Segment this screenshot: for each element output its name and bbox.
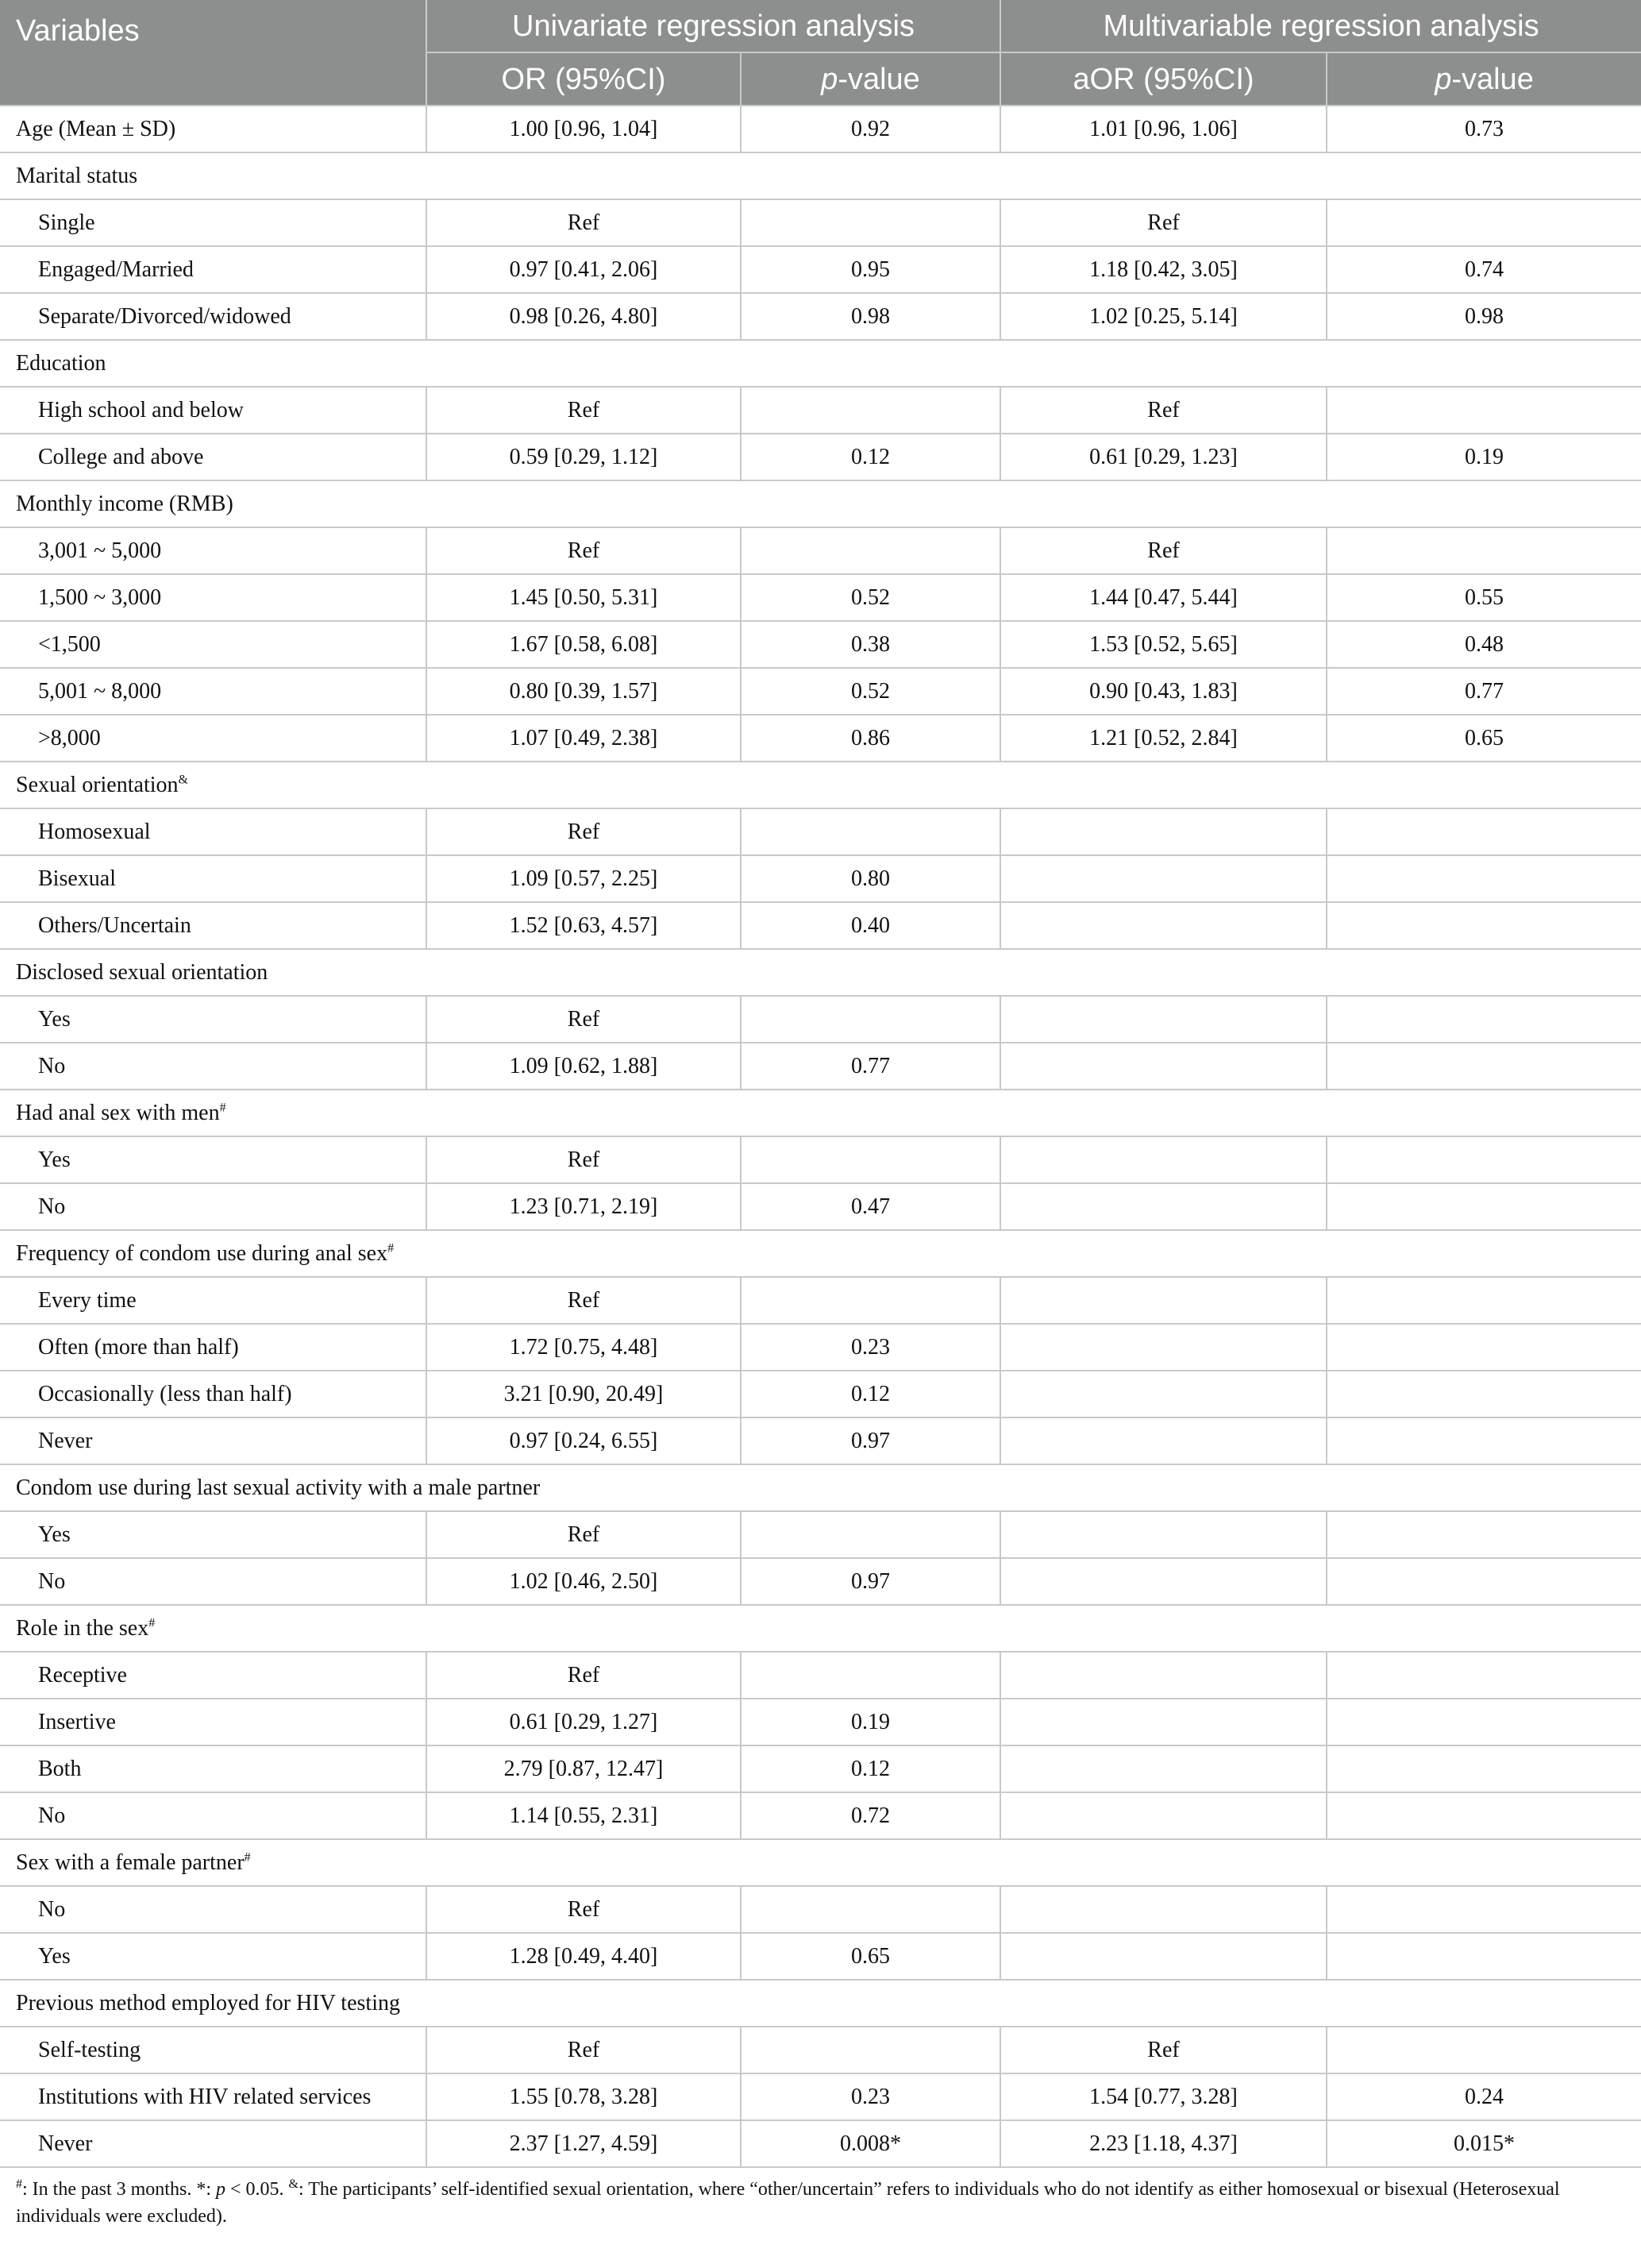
or-cell: Ref [426, 199, 741, 246]
section-header-cell [0, 1839, 1641, 1886]
table-row [0, 1277, 1641, 1324]
section-footnote-mark: & [178, 773, 188, 787]
table-row [0, 996, 1641, 1043]
p-value-cell: 0.40 [741, 902, 1000, 949]
table-row [0, 1933, 1641, 1980]
p-value-cell: 0.52 [741, 574, 1000, 621]
p-value-cell [741, 1886, 1000, 1933]
adjusted-p-value-cell [1327, 1324, 1641, 1371]
row-label: College and above [0, 434, 426, 480]
aor-cell: Ref [1000, 387, 1327, 434]
header-p-value [741, 52, 1000, 106]
p-value-cell: 0.95 [741, 246, 1000, 293]
table-row [0, 1699, 1641, 1745]
aor-cell: 0.90 [0.43, 1.83] [1000, 668, 1327, 715]
section-header-cell [0, 480, 1641, 527]
p-value-cell [741, 387, 1000, 434]
or-cell: 1.09 [0.57, 2.25] [426, 855, 741, 902]
footnote-p-italic: p [215, 2179, 225, 2200]
section-header-row [0, 1090, 1641, 1136]
p-value-cell [741, 527, 1000, 574]
p-value-cell: 0.98 [741, 293, 1000, 340]
adjusted-p-value-cell [1327, 1183, 1641, 1230]
p-value-cell: 0.12 [741, 1745, 1000, 1792]
or-cell: Ref [426, 1277, 741, 1324]
adjusted-p-value-cell [1327, 1371, 1641, 1418]
table-row [0, 387, 1641, 434]
aor-cell: Ref [1000, 527, 1327, 574]
adjusted-p-value-cell [1327, 527, 1641, 574]
header-univariate: Univariate regression analysis [426, 0, 1000, 52]
aor-cell [1000, 1277, 1327, 1324]
footnote-hash-mark: # [16, 2177, 22, 2191]
row-label: Age (Mean ± SD) [0, 106, 426, 152]
or-cell: Ref [426, 996, 741, 1043]
row-label: No [0, 1558, 426, 1605]
section-header-row [0, 480, 1641, 527]
aor-cell [1000, 1183, 1327, 1230]
section-header-cell [0, 1090, 1641, 1136]
adjusted-p-value-cell [1327, 1699, 1641, 1745]
adjusted-p-value-cell [1327, 199, 1641, 246]
or-cell: 0.80 [0.39, 1.57] [426, 668, 741, 715]
section-header-cell [0, 762, 1641, 808]
table-row [0, 1324, 1641, 1371]
section-header-cell [0, 1230, 1641, 1277]
row-label: No [0, 1043, 426, 1090]
section-header-cell [0, 1980, 1641, 2027]
or-cell: 0.59 [0.29, 1.12] [426, 434, 741, 480]
section-label: Disclosed sexual orientation [16, 959, 268, 985]
header-aor: aOR (95%CI) [1000, 52, 1327, 106]
adjusted-p-value-cell [1327, 1418, 1641, 1464]
adjusted-p-value-cell [1327, 902, 1641, 949]
header-ap-italic: p [1435, 62, 1452, 96]
section-label: Previous method employed for HIV testing [16, 1990, 400, 2015]
p-value-cell: 0.65 [741, 1933, 1000, 1980]
row-label: Single [0, 199, 426, 246]
header-variables: Variables [0, 0, 426, 106]
adjusted-p-value-cell [1327, 808, 1641, 855]
table-row [0, 1792, 1641, 1839]
aor-cell [1000, 1043, 1327, 1090]
table-row [0, 293, 1641, 340]
p-value-cell [741, 1136, 1000, 1183]
table-row [0, 855, 1641, 902]
section-label: Frequency of condom use during anal sex [16, 1240, 388, 1266]
or-cell: Ref [426, 808, 741, 855]
aor-cell: 1.01 [0.96, 1.06] [1000, 106, 1327, 152]
table-header [0, 0, 1641, 106]
aor-cell: Ref [1000, 199, 1327, 246]
adjusted-p-value-cell: 0.55 [1327, 574, 1641, 621]
aor-cell: 1.54 [0.77, 3.28] [1000, 2073, 1327, 2120]
or-cell: Ref [426, 1511, 741, 1558]
aor-cell [1000, 1371, 1327, 1418]
table-row [0, 1136, 1641, 1183]
table-row [0, 1511, 1641, 1558]
or-cell: Ref [426, 2027, 741, 2073]
section-header-row [0, 1980, 1641, 2027]
or-cell: 1.72 [0.75, 4.48] [426, 1324, 741, 1371]
section-header-cell [0, 152, 1641, 199]
row-label: >8,000 [0, 715, 426, 762]
aor-cell [1000, 1324, 1327, 1371]
p-value-cell: 0.19 [741, 1699, 1000, 1745]
or-cell: Ref [426, 527, 741, 574]
row-label: Homosexual [0, 808, 426, 855]
p-value-cell: 0.38 [741, 621, 1000, 668]
section-header-row [0, 340, 1641, 387]
p-value-cell: 0.23 [741, 2073, 1000, 2120]
footnote-p-text: < 0.05. [225, 2179, 289, 2200]
aor-cell [1000, 1933, 1327, 1980]
p-value-cell [741, 199, 1000, 246]
section-header-row [0, 949, 1641, 996]
aor-cell [1000, 1745, 1327, 1792]
section-label: Role in the sex [16, 1615, 149, 1641]
adjusted-p-value-cell: 0.73 [1327, 106, 1641, 152]
or-cell: 1.23 [0.71, 2.19] [426, 1183, 741, 1230]
section-header-cell [0, 1464, 1641, 1511]
table-row [0, 2027, 1641, 2073]
adjusted-p-value-cell [1327, 2027, 1641, 2073]
adjusted-p-value-cell: 0.015* [1327, 2120, 1641, 2167]
header-p-suffix: -value [838, 62, 920, 96]
row-label: Occasionally (less than half) [0, 1371, 426, 1418]
row-label: Often (more than half) [0, 1324, 426, 1371]
table-row [0, 621, 1641, 668]
header-ap-suffix: -value [1451, 62, 1534, 96]
section-header-row [0, 1464, 1641, 1511]
row-label: 5,001 ~ 8,000 [0, 668, 426, 715]
adjusted-p-value-cell [1327, 1745, 1641, 1792]
table-row [0, 1183, 1641, 1230]
aor-cell [1000, 1652, 1327, 1699]
section-header-row [0, 762, 1641, 808]
p-value-cell: 0.97 [741, 1418, 1000, 1464]
or-cell: 3.21 [0.90, 20.49] [426, 1371, 741, 1418]
aor-cell [1000, 1886, 1327, 1933]
adjusted-p-value-cell [1327, 1043, 1641, 1090]
section-footnote-mark: # [148, 1616, 156, 1630]
table-body [0, 106, 1641, 2167]
aor-cell [1000, 996, 1327, 1043]
row-label: Receptive [0, 1652, 426, 1699]
or-cell: 1.28 [0.49, 4.40] [426, 1933, 741, 1980]
p-value-cell [741, 1277, 1000, 1324]
adjusted-p-value-cell [1327, 387, 1641, 434]
aor-cell [1000, 1558, 1327, 1605]
row-label: Never [0, 1418, 426, 1464]
aor-cell [1000, 1511, 1327, 1558]
or-cell: 0.98 [0.26, 4.80] [426, 293, 741, 340]
section-header-row [0, 1839, 1641, 1886]
aor-cell: 1.44 [0.47, 5.44] [1000, 574, 1327, 621]
row-label: Bisexual [0, 855, 426, 902]
or-cell: 1.00 [0.96, 1.04] [426, 106, 741, 152]
row-label: Yes [0, 996, 426, 1043]
aor-cell: 1.18 [0.42, 3.05] [1000, 246, 1327, 293]
row-label: 1,500 ~ 3,000 [0, 574, 426, 621]
row-label: High school and below [0, 387, 426, 434]
p-value-cell: 0.52 [741, 668, 1000, 715]
row-label: Self-testing [0, 2027, 426, 2073]
footnote-hash-text: : In the past 3 months. *: [22, 2179, 216, 2200]
or-cell: 1.55 [0.78, 3.28] [426, 2073, 741, 2120]
adjusted-p-value-cell [1327, 1511, 1641, 1558]
aor-cell [1000, 1136, 1327, 1183]
adjusted-p-value-cell: 0.74 [1327, 246, 1641, 293]
or-cell: 1.02 [0.46, 2.50] [426, 1558, 741, 1605]
p-value-cell: 0.86 [741, 715, 1000, 762]
p-value-cell: 0.12 [741, 1371, 1000, 1418]
footnote-amp-mark: & [288, 2177, 299, 2191]
p-value-cell [741, 808, 1000, 855]
aor-cell: 1.21 [0.52, 2.84] [1000, 715, 1327, 762]
section-header-row [0, 1230, 1641, 1277]
adjusted-p-value-cell [1327, 855, 1641, 902]
or-cell: Ref [426, 1136, 741, 1183]
or-cell: 0.97 [0.41, 2.06] [426, 246, 741, 293]
table-row [0, 1043, 1641, 1090]
table-row [0, 1745, 1641, 1792]
table-row [0, 2120, 1641, 2167]
row-label: No [0, 1792, 426, 1839]
section-header-row [0, 152, 1641, 199]
section-label: Condom use during last sexual activity with a male partner [16, 1475, 541, 1500]
or-cell: Ref [426, 387, 741, 434]
or-cell: 1.14 [0.55, 2.31] [426, 1792, 741, 1839]
section-label: Sexual orientation [16, 772, 179, 797]
or-cell: Ref [426, 1886, 741, 1933]
section-footnote-mark: # [219, 1101, 226, 1115]
adjusted-p-value-cell [1327, 1886, 1641, 1933]
footnote-amp-text: : The participants’ self-identified sexual orientation, where “other/uncertain” refers to individuals who do not identify as either homosexual or bisexual (Heterosexual individuals were excluded). [16, 2179, 1560, 2228]
section-label: Education [16, 350, 106, 376]
aor-cell [1000, 808, 1327, 855]
aor-cell: 1.53 [0.52, 5.65] [1000, 621, 1327, 668]
row-label: 3,001 ~ 5,000 [0, 527, 426, 574]
row-label: Every time [0, 1277, 426, 1324]
header-multivariable: Multivariable regression analysis [1000, 0, 1641, 52]
aor-cell: 0.61 [0.29, 1.23] [1000, 434, 1327, 480]
p-value-cell: 0.77 [741, 1043, 1000, 1090]
adjusted-p-value-cell [1327, 1558, 1641, 1605]
or-cell: 1.09 [0.62, 1.88] [426, 1043, 741, 1090]
adjusted-p-value-cell: 0.19 [1327, 434, 1641, 480]
adjusted-p-value-cell: 0.77 [1327, 668, 1641, 715]
section-label: Sex with a female partner [16, 1850, 245, 1875]
p-value-cell [741, 996, 1000, 1043]
section-label: Monthly income (RMB) [16, 491, 233, 516]
table-row [0, 1371, 1641, 1418]
p-value-cell: 0.80 [741, 855, 1000, 902]
row-label: Insertive [0, 1699, 426, 1745]
section-label: Had anal sex with men [16, 1100, 220, 1125]
row-label: No [0, 1886, 426, 1933]
or-cell: 1.07 [0.49, 2.38] [426, 715, 741, 762]
table-row [0, 715, 1641, 762]
section-footnote-mark: # [244, 1850, 251, 1865]
or-cell: 0.61 [0.29, 1.27] [426, 1699, 741, 1745]
aor-cell [1000, 1792, 1327, 1839]
row-label: Yes [0, 1933, 426, 1980]
table-row [0, 574, 1641, 621]
table-row [0, 1886, 1641, 1933]
adjusted-p-value-cell: 0.24 [1327, 2073, 1641, 2120]
row-label: Institutions with HIV related services [0, 2073, 426, 2120]
p-value-cell: 0.72 [741, 1792, 1000, 1839]
row-label: Yes [0, 1136, 426, 1183]
or-cell: 0.97 [0.24, 6.55] [426, 1418, 741, 1464]
section-header-cell [0, 340, 1641, 387]
header-p-italic: p [821, 62, 838, 96]
table-row [0, 902, 1641, 949]
header-adjusted-p-value [1327, 52, 1641, 106]
table-row [0, 668, 1641, 715]
table-row [0, 199, 1641, 246]
table-row [0, 1558, 1641, 1605]
header-or: OR (95%CI) [426, 52, 741, 106]
aor-cell [1000, 855, 1327, 902]
or-cell: 1.52 [0.63, 4.57] [426, 902, 741, 949]
p-value-cell: 0.97 [741, 1558, 1000, 1605]
section-label: Marital status [16, 163, 138, 188]
table-row [0, 106, 1641, 152]
row-label: No [0, 1183, 426, 1230]
adjusted-p-value-cell: 0.48 [1327, 621, 1641, 668]
p-value-cell: 0.23 [741, 1324, 1000, 1371]
aor-cell [1000, 1699, 1327, 1745]
aor-cell: 2.23 [1.18, 4.37] [1000, 2120, 1327, 2167]
or-cell: 1.67 [0.58, 6.08] [426, 621, 741, 668]
table-row [0, 808, 1641, 855]
p-value-cell [741, 1652, 1000, 1699]
table-row [0, 2073, 1641, 2120]
or-cell: 2.79 [0.87, 12.47] [426, 1745, 741, 1792]
table-row [0, 527, 1641, 574]
section-header-cell [0, 949, 1641, 996]
row-label: Separate/Divorced/widowed [0, 293, 426, 340]
table-row [0, 434, 1641, 480]
row-label: Never [0, 2120, 426, 2167]
row-label: Others/Uncertain [0, 902, 426, 949]
p-value-cell [741, 1511, 1000, 1558]
table-row [0, 1418, 1641, 1464]
aor-cell [1000, 1418, 1327, 1464]
section-footnote-mark: # [387, 1241, 395, 1256]
adjusted-p-value-cell [1327, 1652, 1641, 1699]
adjusted-p-value-cell [1327, 996, 1641, 1043]
or-cell: 1.45 [0.50, 5.31] [426, 574, 741, 621]
adjusted-p-value-cell: 0.98 [1327, 293, 1641, 340]
table-row [0, 1652, 1641, 1699]
p-value-cell [741, 2027, 1000, 2073]
row-label: Both [0, 1745, 426, 1792]
adjusted-p-value-cell: 0.65 [1327, 715, 1641, 762]
section-header-cell [0, 1605, 1641, 1652]
adjusted-p-value-cell [1327, 1277, 1641, 1324]
or-cell: 2.37 [1.27, 4.59] [426, 2120, 741, 2167]
p-value-cell: 0.47 [741, 1183, 1000, 1230]
table-row [0, 246, 1641, 293]
adjusted-p-value-cell [1327, 1136, 1641, 1183]
p-value-cell: 0.92 [741, 106, 1000, 152]
section-header-row [0, 1605, 1641, 1652]
or-cell: Ref [426, 1652, 741, 1699]
table-footnote [0, 2168, 1641, 2230]
row-label: Engaged/Married [0, 246, 426, 293]
p-value-cell: 0.12 [741, 434, 1000, 480]
row-label: <1,500 [0, 621, 426, 668]
aor-cell: 1.02 [0.25, 5.14] [1000, 293, 1327, 340]
adjusted-p-value-cell [1327, 1933, 1641, 1980]
aor-cell: Ref [1000, 2027, 1327, 2073]
adjusted-p-value-cell [1327, 1792, 1641, 1839]
row-label: Yes [0, 1511, 426, 1558]
p-value-cell: 0.008* [741, 2120, 1000, 2167]
aor-cell [1000, 902, 1327, 949]
